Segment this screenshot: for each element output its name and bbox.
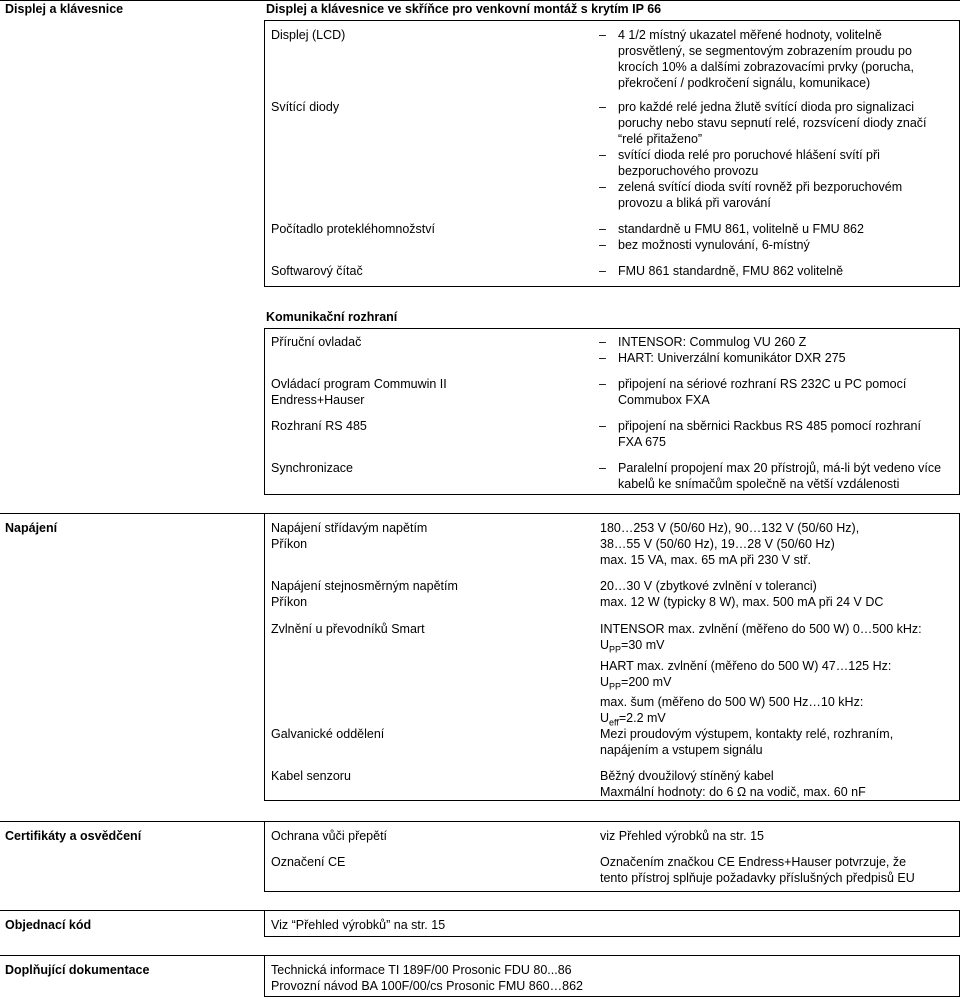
communication-title: Komunikační rozhraní: [266, 310, 398, 324]
dash-mark: –: [599, 222, 606, 236]
order-section-label: Objednací kód: [5, 918, 92, 932]
order-value: Viz “Přehled výrobků” na str. 15: [271, 918, 446, 932]
comm-row-value: Paralelní propojení max 20 přístrojů, má-li být vedeno více kabelů ke snímačům společně na větší vzdálenosti: [618, 461, 942, 491]
display-row-value: FMU 861 standardně, FMU 862 volitelně: [618, 264, 844, 278]
display-row-value: svítící dioda relé pro poruchové hlášení svítí při bezporuchového provozu: [618, 148, 880, 178]
power-row-label: Napájení stejnosměrným napětím Příkon: [271, 579, 458, 609]
dash-mark: –: [599, 238, 606, 252]
dash-mark: –: [599, 100, 606, 114]
ripple-line: $U_{eff}=2.2$ mV: [600, 711, 666, 728]
dash-mark: –: [599, 335, 606, 349]
comm-row-value: HART: Univerzální komunikátor DXR 275: [618, 351, 846, 365]
cert-row-label: Ochrana vůči přepětí: [271, 829, 388, 843]
display-row-label: Softwarový čítač: [271, 264, 363, 278]
comm-row-value: INTENSOR: Commulog VU 260 Z: [618, 335, 807, 349]
display-row-value: 4 1/2 místný ukazatel měřené hodnoty, volitelně prosvětlený, se segmentovým zobrazením proudu po krocích 10% a dalšími zobrazovacími prvky (porucha, překročení / podkročení signálu, komunikace): [618, 28, 914, 90]
power-row-label: Galvanické oddělení: [271, 727, 385, 741]
dash-mark: –: [599, 148, 606, 162]
docs-section-label: Doplňující dokumentace: [5, 963, 150, 977]
comm-row-value: připojení na sběrnici Rackbus RS 485 pomocí rozhraní FXA 675: [618, 419, 921, 449]
display-row-value: standardně u FMU 861, volitelně u FMU 862: [618, 222, 864, 236]
comm-row-label: Rozhraní RS 485: [271, 419, 367, 433]
display-row-value: pro každé relé jedna žlutě svítící dioda pro signalizaci poruchy nebo stavu sepnutí relé, rozsvícení diody značí “relé přitaženo”: [618, 100, 927, 146]
ripple-line: HART max. zvlnění (měřeno do 500 W) 47…125 Hz:: [600, 658, 892, 673]
ripple-line: $U_{PP}=200$ mV: [600, 674, 672, 691]
display-row-label: Svítící diody: [271, 100, 340, 114]
comm-row-value: připojení na sériové rozhraní RS 232C u PC pomocí Commubox FXA: [618, 377, 907, 407]
comm-row-label: Synchronizace: [271, 461, 353, 475]
display-section-label: Displej a klávesnice: [5, 2, 124, 16]
power-row-value: 20…30 V (zbytkové zvlnění v toleranci) max. 12 W (typicky 8 W), max. 500 mA při 24 V DC: [600, 579, 884, 609]
display-row-label: Displej (LCD): [271, 28, 346, 42]
section-divider: [0, 0, 960, 1]
docs-value: Technická informace TI 189F/00 Prosonic FDU 80...86 Provozní návod BA 100F/00/cs Prosonic FMU 860…862: [271, 963, 583, 993]
certificates-section-label: Certifikáty a osvědčení: [5, 829, 142, 843]
cert-row-label: Označení CE: [271, 855, 346, 869]
power-row-label: Zvlnění u převodníků Smart: [271, 622, 425, 636]
dash-mark: –: [599, 461, 606, 475]
dash-mark: –: [599, 351, 606, 365]
ripple-line: INTENSOR max. zvlnění (měřeno do 500 W) 0…500 kHz:: [600, 622, 922, 636]
power-row-label: Kabel senzoru: [271, 769, 351, 783]
comm-row-label: Ovládací program Commuwin II Endress+Hauser: [271, 377, 447, 407]
display-row-value: bez možnosti vynulování, 6-místný: [618, 238, 810, 252]
display-row-label: Počítadlo protekléhomnožství: [271, 222, 435, 236]
dash-mark: –: [599, 28, 606, 42]
dash-mark: –: [599, 377, 606, 391]
comm-row-label: Příruční ovladač: [271, 335, 362, 349]
power-section-label: Napájení: [5, 521, 58, 535]
ripple-values: [600, 621, 922, 731]
power-row-value: Mezi proudovým výstupem, kontakty relé, rozhraním, napájením a vstupem signálu: [600, 727, 894, 757]
display-title: Displej a klávesnice ve skříňce pro venkovní montáž s krytím IP 66: [266, 2, 662, 16]
dash-mark: –: [599, 419, 606, 433]
ripple-line: $U_{PP}=30$ mV: [600, 638, 665, 655]
power-row-label: Napájení střídavým napětím Příkon: [271, 521, 428, 551]
cert-row-value: viz Přehled výrobků na str. 15: [600, 829, 764, 843]
dash-mark: –: [599, 180, 606, 194]
power-row-value: 180…253 V (50/60 Hz), 90…132 V (50/60 Hz), 38…55 V (50/60 Hz), 19…28 V (50/60 Hz) max. 15 VA, max. 65 mA při 230 V stř.: [600, 521, 860, 567]
ripple-line: max. šum (měřeno do 500 W) 500 Hz…10 kHz:: [600, 695, 864, 709]
dash-mark: –: [599, 264, 606, 278]
display-row-value: zelená svítící dioda svítí rovněž při bezporuchovém provozu a bliká při varování: [618, 180, 903, 210]
cert-row-value: Označením značkou CE Endress+Hauser potvrzuje, že tento přístroj splňuje požadavky příslušných předpisů EU: [600, 855, 915, 885]
power-row-value: Běžný dvoužilový stíněný kabel Maxmální hodnoty: do 6 Ω na vodič, max. 60 nF: [600, 769, 866, 799]
